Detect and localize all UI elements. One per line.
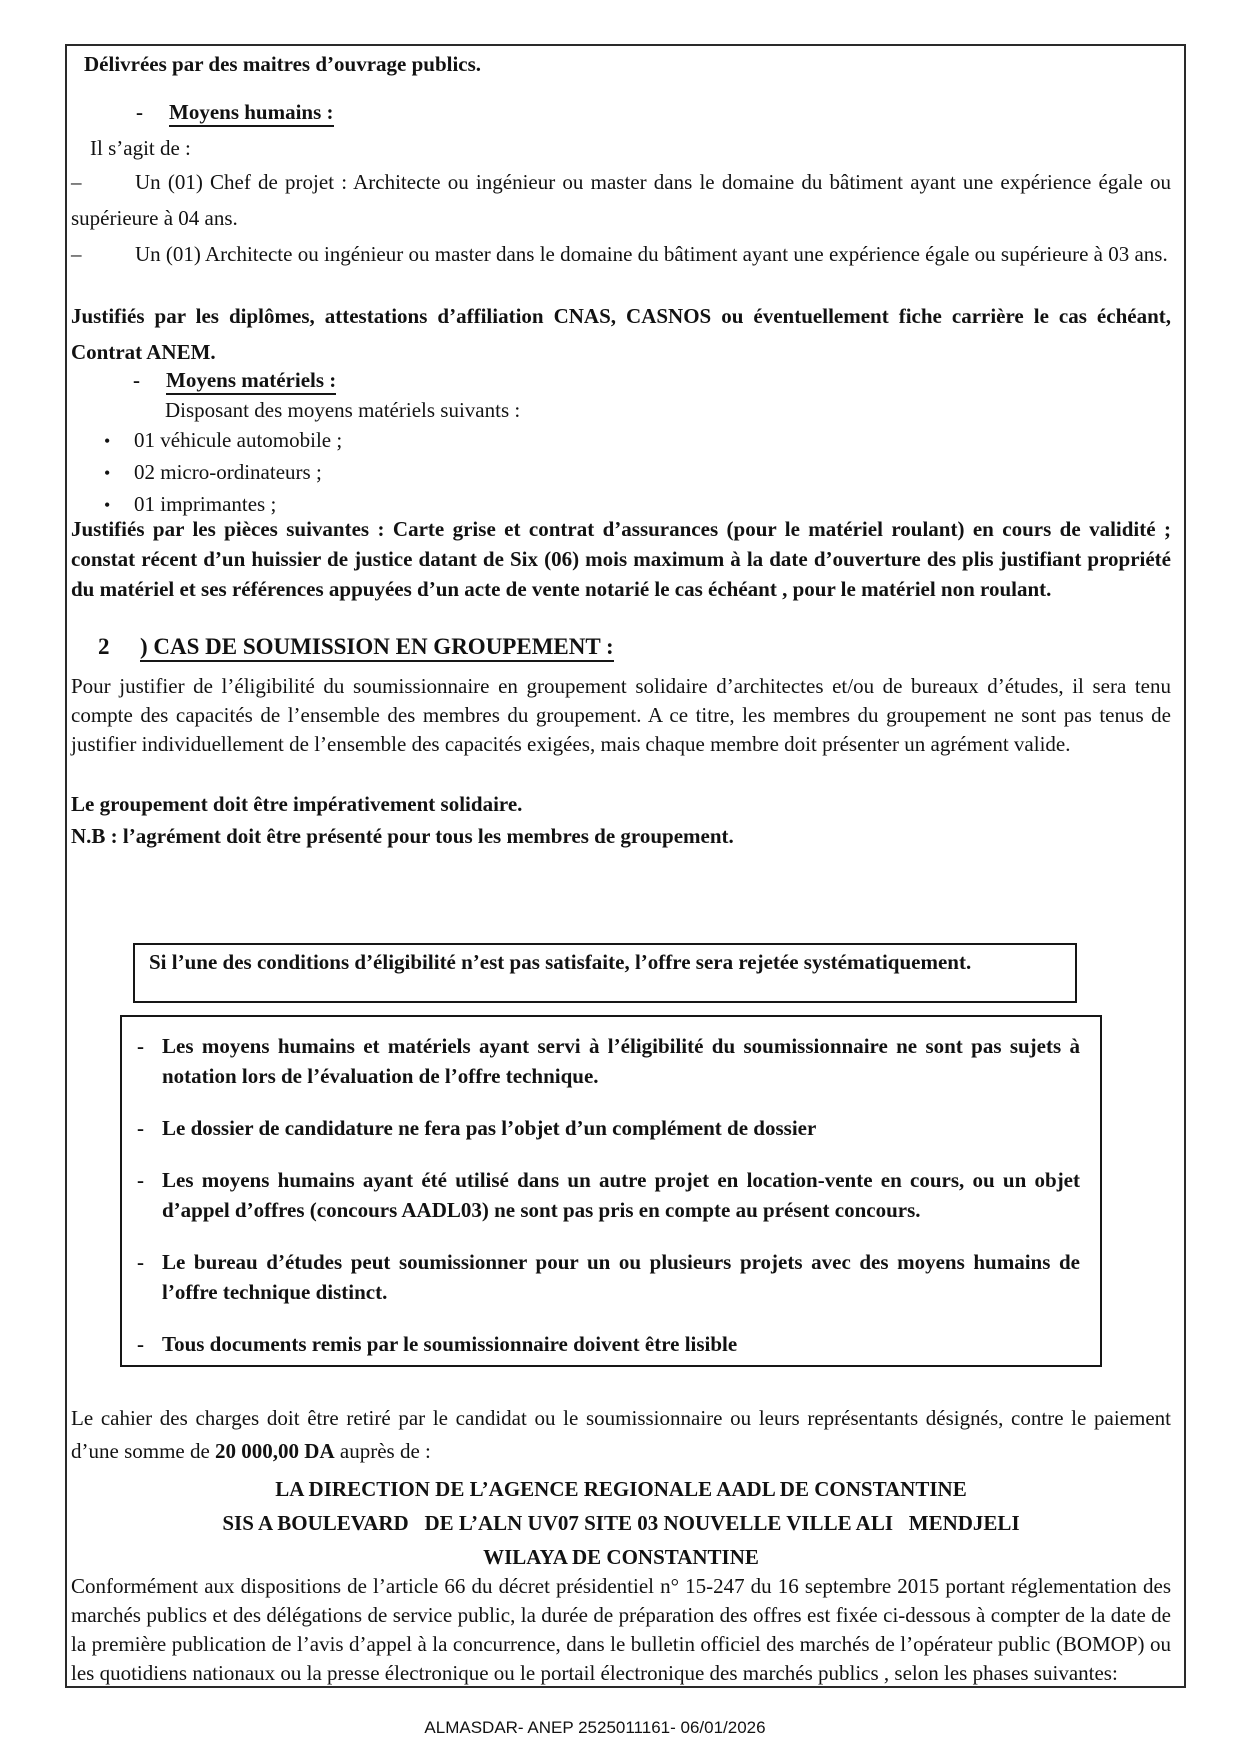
dash-marker: - (137, 1116, 144, 1140)
bullet-icon: • (104, 495, 111, 515)
groupement-bold-line-2: N.B : l’agrément doit être présenté pour tous les membres de groupement. (71, 824, 734, 848)
human-item-2 (71, 236, 1171, 272)
dash-marker: - (137, 1034, 144, 1058)
materiel-bullet-3-text: 01 imprimantes ; (134, 492, 277, 516)
moyens-materiels-title: Moyens matériels : (166, 368, 336, 395)
condition-item-1-text: Les moyens humains et matériels ayant servi à l’éligibilité du soumissionnaire ne sont pas sujets à notation lors de l’évaluation de l’offre technique. (162, 1034, 1080, 1088)
materiel-bullet-1 (104, 424, 342, 457)
conformement-paragraph: Conformément aux dispositions de l’article 66 du décret présidentiel n° 15-247 du 16 septembre 2015 portant réglementation des marchés publics et des délégations de service public, la durée de préparation des offres est fixée ci-dessous à compter de la date de la première publication de l’avis d’appel à la concurrence, dans le bulletin officiel des marchés de l’opérateur public (BOMOP) ou les quotidiens nationaux ou la presse électronique ou le portail électronique des marchés publics , selon les phases suivantes: (71, 1574, 1171, 1685)
section-number: 2 (98, 634, 110, 659)
dash-marker: - (136, 100, 143, 124)
bullet-icon: • (104, 463, 111, 483)
dash-marker: – (71, 170, 82, 194)
condition-item-1 (134, 1031, 1080, 1091)
dash-marker: - (137, 1250, 144, 1274)
intro-line: Délivrées par des maitres d’ouvrage publics. (84, 52, 482, 76)
groupement-bold-line-1: Le groupement doit être impérativement solidaire. (71, 792, 523, 816)
bullet-icon: • (104, 431, 111, 451)
retrait-text-after: auprès de : (334, 1439, 431, 1463)
justification-pieces: Justifiés par les pièces suivantes : Carte grise et contrat d’assurances (pour le matériel roulant) en cours de validité ; constat récent d’un huissier de justice datant de Six (06) mois maximum à la date d’ouverture des plis justifiant propriété du matériel et ses références appuyées d’un acte de vente notarié le cas échéant , pour le matériel non roulant. (71, 517, 1171, 601)
materiel-bullet-2-text: 02 micro-ordinateurs ; (134, 460, 322, 484)
condition-item-3 (134, 1165, 1080, 1225)
condition-item-5 (134, 1329, 1080, 1359)
address-line-2: SIS A BOULEVARD DE L’ALN UV07 SITE 03 NOUVELLE VILLE ALI MENDJELI (222, 1511, 1020, 1535)
dash-marker: - (133, 368, 140, 392)
retrait-paragraph (71, 1402, 1171, 1468)
condition-item-4-text: Le bureau d’études peut soumissionner pour un ou plusieurs projets avec des moyens humains de l’offre technique distinct. (162, 1250, 1080, 1304)
condition-item-2 (134, 1113, 1080, 1143)
moyens-materiels-heading (133, 368, 336, 393)
groupement-heading (98, 634, 614, 660)
moyens-humains-lead: Il s’agit de : (90, 136, 191, 160)
dash-marker: – (71, 242, 82, 266)
conditions-box (120, 1015, 1102, 1367)
moyens-materiels-lead: Disposant des moyens matériels suivants : (165, 398, 521, 422)
address-line-1: LA DIRECTION DE L’AGENCE REGIONALE AADL DE CONSTANTINE (275, 1477, 967, 1501)
moyens-humains-heading (136, 100, 334, 125)
human-item-1 (71, 164, 1171, 236)
condition-item-3-text: Les moyens humains ayant été utilisé dans un autre projet en location-vente en cours, ou un objet d’appel d’offres (concours AADL03) ne sont pas pris en compte au présent concours. (162, 1168, 1080, 1222)
address-block (71, 1472, 1171, 1574)
address-line-3: WILAYA DE CONSTANTINE (483, 1545, 759, 1569)
condition-item-2-text: Le dossier de candidature ne fera pas l’objet d’un complément de dossier (162, 1116, 817, 1140)
justification-diplomes: Justifiés par les diplômes, attestations d’affiliation CNAS, CASNOS ou éventuellement fiche carrière le cas échéant, Contrat ANEM. (71, 304, 1171, 364)
groupement-heading-text: ) CAS DE SOUMISSION EN GROUPEMENT : (140, 634, 614, 662)
footer-reference: ALMASDAR- ANEP 2525011161- 06/01/2026 (424, 1718, 766, 1737)
groupement-body: Pour justifier de l’éligibilité du soumissionnaire en groupement solidaire d’architectes et/ou de bureaux d’études, il sera tenu compte des capacités de l’ensemble des membres du groupement. A ce titre, les membres du groupement ne sont pas tenus de justifier individuellement de l’ensemble des capacités exigées, mais chaque membre doit présenter un agrément valide. (71, 674, 1171, 756)
human-item-2-text: Un (01) Architecte ou ingénieur ou master dans le domaine du bâtiment ayant une expérience égale ou supérieure à 03 ans. (135, 242, 1168, 266)
dash-marker: - (137, 1332, 144, 1356)
retrait-text-before: Le cahier des charges doit être retiré par le candidat ou le soumissionnaire ou leurs représentants désignés, contre le paiement d’une somme de (71, 1406, 1171, 1463)
dash-marker: - (137, 1168, 144, 1192)
materiel-bullet-1-text: 01 véhicule automobile ; (134, 428, 343, 452)
condition-item-5-text: Tous documents remis par le soumissionnaire doivent être lisible (162, 1332, 738, 1356)
retrait-amount: 20 000,00 DA (215, 1439, 335, 1463)
moyens-humains-title: Moyens humains : (169, 100, 334, 127)
materiel-bullet-2 (104, 456, 322, 489)
condition-item-4 (134, 1247, 1080, 1307)
human-item-1-text: Un (01) Chef de projet : Architecte ou ingénieur ou master dans le domaine du bâtiment ayant une expérience égale ou supérieure à 04 ans. (71, 170, 1171, 230)
warning-box: Si l’une des conditions d’éligibilité n’est pas satisfaite, l’offre sera rejetée systématiquement. (133, 943, 1077, 1003)
